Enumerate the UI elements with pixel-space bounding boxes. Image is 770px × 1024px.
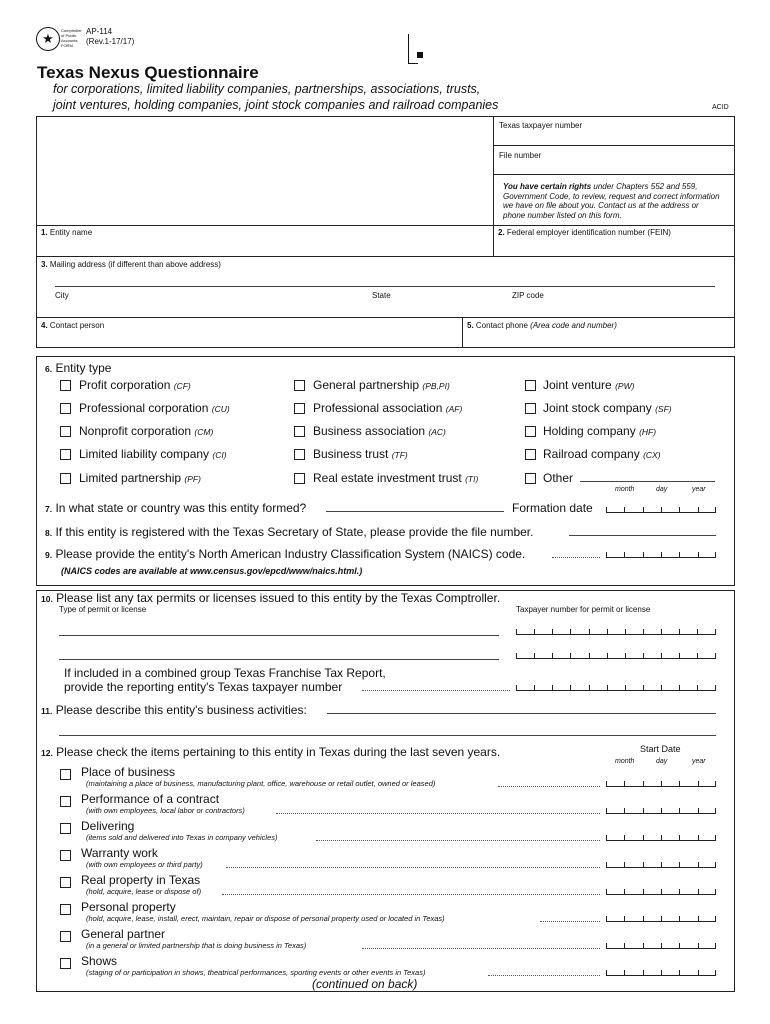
option-joint-stock-company bbox=[543, 401, 672, 415]
option-limited-partnership bbox=[79, 471, 201, 485]
checkbox-delivering[interactable] bbox=[60, 823, 71, 834]
question-number: 11. bbox=[41, 706, 53, 716]
checkbox-shows[interactable] bbox=[60, 958, 71, 969]
formation-date-input[interactable] bbox=[606, 506, 716, 513]
checkbox-railroad-company[interactable] bbox=[525, 449, 536, 460]
field-label: Entity name bbox=[47, 228, 93, 237]
entity-name-field[interactable] bbox=[41, 228, 92, 237]
agency-line: Comptroller bbox=[61, 28, 82, 33]
entity-type-heading bbox=[45, 361, 111, 375]
form-number-block bbox=[86, 27, 134, 47]
contact-person-field[interactable] bbox=[41, 321, 104, 330]
item-title: Warranty work bbox=[81, 846, 158, 860]
item-title: Real property in Texas bbox=[81, 873, 201, 887]
question-text: Please provide the entity's North American Industry Classification System (NAICS) code. bbox=[55, 547, 526, 561]
question-10 bbox=[41, 591, 500, 605]
item-title: General partner bbox=[81, 927, 166, 941]
checkbox-joint-venture[interactable] bbox=[525, 380, 536, 391]
agency-name bbox=[61, 28, 81, 48]
permit-type-label: Type of permit or license bbox=[59, 605, 147, 614]
item-description: (staging of or participation in shows, theatrical performances, sporting events or other events in Texas) bbox=[86, 968, 426, 977]
question-9 bbox=[45, 547, 525, 561]
question-number: 8. bbox=[45, 528, 53, 538]
item-title: Shows bbox=[81, 954, 118, 968]
option-label: Profit corporation bbox=[79, 378, 171, 392]
option-business-trust bbox=[313, 447, 408, 461]
option-holding-company bbox=[543, 424, 656, 438]
item-description: (with own employees, local labor or contractors) bbox=[86, 806, 245, 815]
year-label: year bbox=[692, 486, 706, 493]
option-railroad-company bbox=[543, 447, 661, 461]
checkbox-professional-corporation[interactable] bbox=[60, 403, 71, 414]
office-use-bracket bbox=[408, 34, 418, 64]
field-number: 1. bbox=[41, 228, 48, 237]
permit-type-input[interactable] bbox=[59, 635, 499, 636]
option-code: (AF) bbox=[445, 404, 463, 414]
agency-line: FORM bbox=[61, 43, 73, 48]
mailing-address-field[interactable] bbox=[41, 260, 221, 269]
leader-dots bbox=[362, 690, 510, 691]
start-date-input[interactable] bbox=[606, 834, 716, 841]
option-real-estate-investment-trust bbox=[313, 471, 478, 485]
option-label: Professional corporation bbox=[79, 401, 209, 415]
divider bbox=[493, 116, 494, 225]
field-label: Federal employer identification number (FEIN) bbox=[504, 228, 671, 237]
field-number: 5. bbox=[467, 321, 474, 330]
field-number: 2. bbox=[498, 228, 505, 237]
checkbox-warranty-work[interactable] bbox=[60, 850, 71, 861]
field-number: 3. bbox=[41, 260, 48, 269]
option-general-partnership bbox=[313, 378, 450, 392]
zip-code-field[interactable]: ZIP code bbox=[512, 291, 544, 300]
checkbox-profit-corporation[interactable] bbox=[60, 380, 71, 391]
start-date-input[interactable] bbox=[606, 915, 716, 922]
item-description: (hold, acquire, lease or dispose of) bbox=[86, 887, 202, 896]
checkbox-general-partnership[interactable] bbox=[294, 380, 305, 391]
divider bbox=[36, 256, 735, 257]
reporting-entity-taxpayer-input[interactable] bbox=[516, 684, 716, 691]
option-label: Limited liability company bbox=[79, 447, 210, 461]
question-number: 12. bbox=[41, 748, 53, 758]
form-number: AP-114 bbox=[86, 27, 113, 36]
item-title: Place of business bbox=[81, 765, 176, 779]
option-code: (CI) bbox=[212, 450, 227, 460]
question-8 bbox=[45, 525, 533, 539]
divider bbox=[36, 225, 735, 226]
question-12 bbox=[41, 745, 500, 759]
field-label: Mailing address (if different than above address) bbox=[47, 260, 221, 269]
divider bbox=[493, 225, 494, 256]
checkbox-business-trust[interactable] bbox=[294, 449, 305, 460]
checkbox-place-of-business[interactable] bbox=[60, 769, 71, 780]
naics-note: (NAICS codes are available at www.census.gov/epcd/www/naics.html.) bbox=[61, 566, 363, 576]
item-description: (items sold and delivered into Texas in company vehicles) bbox=[86, 833, 278, 842]
option-limited-liability-company bbox=[79, 447, 227, 461]
checkbox-performance-of-contract[interactable] bbox=[60, 796, 71, 807]
sos-file-number-input[interactable] bbox=[569, 535, 716, 536]
option-code: (SF) bbox=[655, 404, 672, 414]
question-7 bbox=[45, 501, 306, 515]
item-title: Performance of a contract bbox=[81, 792, 220, 806]
field-label: Contact phone bbox=[473, 321, 531, 330]
checkbox-real-estate-investment-trust[interactable] bbox=[294, 473, 305, 484]
state-field[interactable]: State bbox=[372, 291, 391, 300]
month-label: month bbox=[615, 486, 635, 493]
field-hint: (Area code and number) bbox=[530, 321, 617, 330]
city-field[interactable]: City bbox=[55, 291, 69, 300]
subtitle-line: joint ventures, holding companies, joint stock companies and railroad companies bbox=[53, 97, 499, 112]
leader-dots bbox=[498, 786, 600, 787]
option-label: Joint stock company bbox=[543, 401, 652, 415]
naics-code-input[interactable] bbox=[606, 551, 716, 558]
year-label: year bbox=[692, 758, 706, 765]
option-professional-association bbox=[313, 401, 462, 415]
start-date-label: Start Date bbox=[640, 744, 681, 754]
leader-dots bbox=[362, 948, 600, 949]
question-text: In what state or country was this entity formed? bbox=[55, 501, 307, 515]
item-description: (hold, acquire, lease, install, erect, maintain, repair or dispose of personal property used or located in Texas) bbox=[86, 914, 445, 923]
permit-type-input[interactable] bbox=[59, 659, 499, 660]
combined-group-line1: If included in a combined group Texas Franchise Tax Report, bbox=[64, 666, 386, 680]
permit-taxpayer-input[interactable] bbox=[516, 652, 716, 659]
leader-dots bbox=[540, 921, 600, 922]
option-business-association bbox=[313, 424, 446, 438]
fein-field[interactable] bbox=[498, 228, 671, 237]
rights-bold: You have certain rights bbox=[503, 182, 592, 191]
question-11 bbox=[41, 703, 307, 717]
option-label: Other bbox=[543, 471, 574, 485]
divider bbox=[493, 174, 735, 175]
option-professional-corporation bbox=[79, 401, 230, 415]
checkbox-business-association[interactable] bbox=[294, 426, 305, 437]
combined-group-line2: provide the reporting entity's Texas taxpayer number bbox=[64, 680, 343, 694]
file-number-field[interactable]: File number bbox=[499, 151, 542, 160]
leader-dots bbox=[552, 557, 600, 558]
option-code: (HF) bbox=[639, 427, 657, 437]
subtitle-line: for corporations, limited liability companies, partnerships, associations, trusts, bbox=[53, 82, 481, 96]
start-date-input[interactable] bbox=[606, 888, 716, 895]
field-label: Contact person bbox=[47, 321, 105, 330]
option-code: (CX) bbox=[643, 450, 661, 460]
checkbox-joint-stock-company[interactable] bbox=[525, 403, 536, 414]
registration-mark bbox=[417, 52, 423, 58]
formation-date-label: Formation date bbox=[512, 501, 593, 515]
question-number: 6. bbox=[45, 364, 53, 374]
start-date-input[interactable] bbox=[606, 807, 716, 814]
contact-phone-field[interactable] bbox=[467, 321, 617, 330]
option-label: Limited partnership bbox=[79, 471, 182, 485]
checkbox-limited-liability-company[interactable] bbox=[60, 449, 71, 460]
option-code: (CU) bbox=[211, 404, 230, 414]
business-activities-input[interactable] bbox=[327, 713, 716, 714]
item-description: (maintaining a place of business, manufacturing plant, office, warehouse or retail outlet, owned or leased) bbox=[86, 779, 436, 788]
question-number: 7. bbox=[45, 504, 53, 514]
option-code: (PW) bbox=[615, 381, 635, 391]
question-number: 9. bbox=[45, 550, 53, 560]
start-date-input[interactable] bbox=[606, 969, 716, 976]
option-code: (PB,PI) bbox=[422, 381, 450, 391]
option-label: Joint venture bbox=[543, 378, 612, 392]
agency-line: of Public bbox=[61, 33, 77, 38]
option-label: Holding company bbox=[543, 424, 636, 438]
question-text: Please list any tax permits or licenses issued to this entity by the Texas Comptroller. bbox=[56, 591, 501, 605]
divider bbox=[36, 317, 735, 318]
option-code: (AC) bbox=[428, 427, 446, 437]
option-label: Railroad company bbox=[543, 447, 640, 461]
option-code: (TI) bbox=[465, 474, 479, 484]
leader-dots bbox=[276, 813, 600, 814]
permit-taxpayer-label: Taxpayer number for permit or license bbox=[516, 605, 651, 614]
leader-dots bbox=[226, 867, 600, 868]
page-subtitle bbox=[53, 82, 573, 113]
field-number: 4. bbox=[41, 321, 48, 330]
mailing-address-line bbox=[55, 286, 715, 287]
leader-dots bbox=[222, 894, 600, 895]
permit-taxpayer-input[interactable] bbox=[516, 628, 716, 635]
checkbox-other[interactable] bbox=[525, 473, 536, 484]
start-date-input[interactable] bbox=[606, 942, 716, 949]
rights-text: under Chapters 552 and 559, Government Code, to review, request and correct information we have on file about you. Contact us at the address or phone number listed on this form. bbox=[503, 182, 720, 220]
day-label: day bbox=[656, 758, 668, 765]
comptroller-seal-icon: ★ bbox=[36, 27, 60, 51]
question-number: 10. bbox=[41, 594, 53, 604]
day-label: day bbox=[656, 486, 668, 493]
checkbox-general-partner[interactable] bbox=[60, 931, 71, 942]
item-title: Personal property bbox=[81, 900, 176, 914]
month-label: month bbox=[615, 758, 635, 765]
option-code: (CF) bbox=[173, 381, 191, 391]
question-text: Please check the items pertaining to this entity in Texas during the last seven years. bbox=[56, 745, 501, 759]
checkbox-personal-property[interactable] bbox=[60, 904, 71, 915]
option-code: (PF) bbox=[184, 474, 201, 484]
option-code: (TF) bbox=[391, 450, 408, 460]
checkbox-holding-company[interactable] bbox=[525, 426, 536, 437]
taxpayer-number-field[interactable]: Texas taxpayer number bbox=[499, 121, 583, 130]
leader-dots bbox=[316, 840, 600, 841]
checkbox-nonprofit-corporation[interactable] bbox=[60, 426, 71, 437]
option-joint-venture bbox=[543, 378, 634, 392]
option-label: Nonprofit corporation bbox=[79, 424, 192, 438]
option-label: Business association bbox=[313, 424, 426, 438]
state-formed-input[interactable] bbox=[326, 511, 504, 512]
business-activities-input[interactable] bbox=[59, 735, 716, 736]
question-text: Entity type bbox=[55, 361, 112, 375]
acid-label: ACID bbox=[712, 104, 729, 111]
question-text: If this entity is registered with the Texas Secretary of State, please provide the file number. bbox=[55, 525, 534, 539]
form-revision: (Rev.1-17/17) bbox=[86, 37, 135, 46]
continued-on-back: (continued on back) bbox=[312, 977, 418, 991]
start-date-input[interactable] bbox=[606, 861, 716, 868]
option-profit-corporation bbox=[79, 378, 191, 392]
item-description: (in a general or limited partnership that is doing business in Texas) bbox=[86, 941, 307, 950]
option-label: General partnership bbox=[313, 378, 420, 392]
option-code: (CM) bbox=[194, 427, 214, 437]
option-label: Real estate investment trust bbox=[313, 471, 462, 485]
option-other bbox=[543, 471, 573, 485]
rights-notice bbox=[503, 182, 723, 220]
item-description: (with own employees or third party) bbox=[86, 860, 203, 869]
start-date-input[interactable] bbox=[606, 780, 716, 787]
other-entity-input[interactable] bbox=[580, 481, 715, 482]
checkbox-real-property[interactable] bbox=[60, 877, 71, 888]
question-text: Please describe this entity's business activities: bbox=[55, 703, 307, 717]
option-label: Professional association bbox=[313, 401, 443, 415]
divider bbox=[462, 317, 463, 348]
checkbox-professional-association[interactable] bbox=[294, 403, 305, 414]
option-label: Business trust bbox=[313, 447, 389, 461]
page-title: Texas Nexus Questionnaire bbox=[37, 63, 259, 82]
option-nonprofit-corporation bbox=[79, 424, 213, 438]
leader-dots bbox=[488, 975, 600, 976]
checkbox-limited-partnership[interactable] bbox=[60, 473, 71, 484]
divider bbox=[493, 145, 735, 146]
item-title: Delivering bbox=[81, 819, 135, 833]
agency-line: Accounts bbox=[61, 38, 78, 43]
